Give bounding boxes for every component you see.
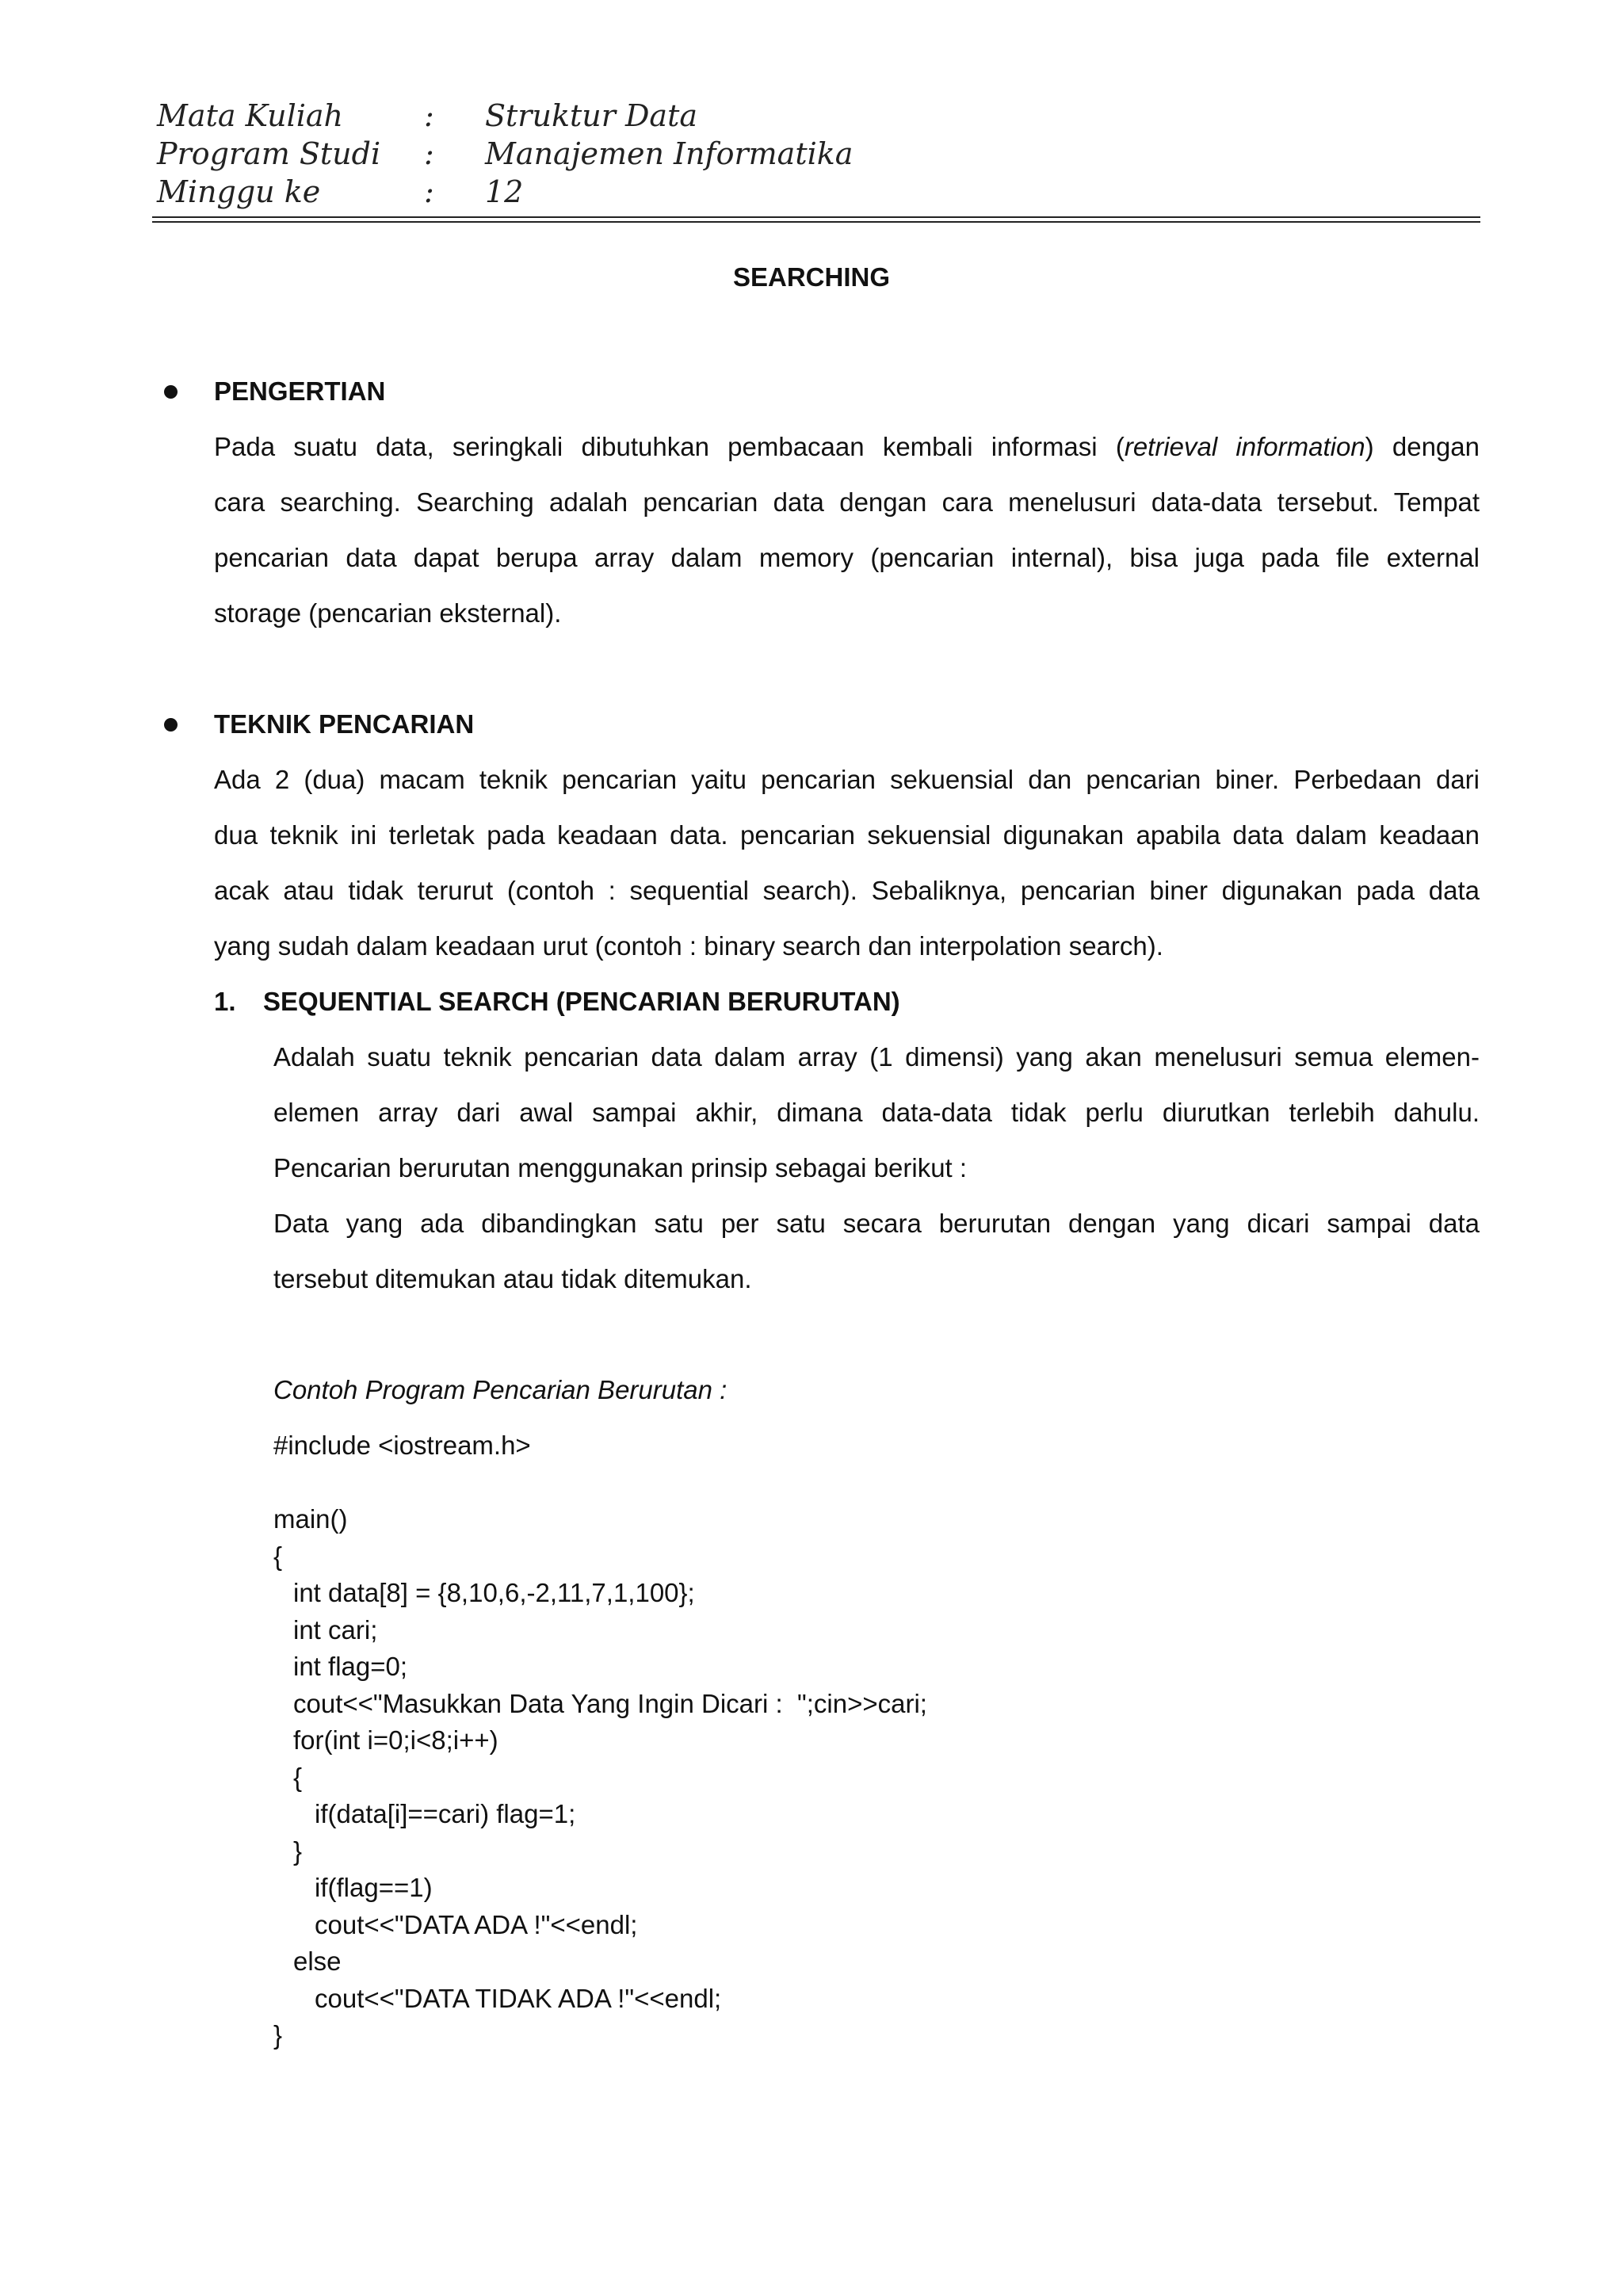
paragraph-line: elemen array dari awal sampai akhir, dimana data-data tidak perlu diurutkan terlebih dahulu. bbox=[273, 1098, 1480, 1127]
header-label: Minggu ke bbox=[157, 174, 321, 209]
page-title: SEARCHING bbox=[732, 262, 891, 292]
paragraph-line: cara searching. Searching adalah pencarian data dengan cara menelusuri data-data tersebut. Tempat bbox=[214, 487, 1480, 517]
header-label: Program Studi bbox=[157, 136, 381, 171]
paragraph-line bbox=[214, 419, 1480, 475]
code-line: { bbox=[273, 1541, 283, 1571]
section-paragraph bbox=[214, 752, 1480, 974]
paragraph-line: Pencarian berurutan menggunakan prinsip sebagai berikut : bbox=[273, 1153, 968, 1182]
header-row-course bbox=[152, 97, 1480, 135]
header-colon: : bbox=[424, 174, 434, 209]
code-line: cout<<"DATA ADA !"<<endl; bbox=[315, 1909, 638, 1939]
paragraph-line: acak atau tidak terurut (contoh : sequential search). Sebaliknya, pencarian biner digunakan pada data bbox=[214, 876, 1480, 905]
code-line: } bbox=[273, 2020, 283, 2050]
paragraph-line: tersebut ditemukan atau tidak ditemukan. bbox=[273, 1264, 752, 1293]
code-line: else bbox=[293, 1946, 342, 1976]
header-row-week bbox=[152, 173, 1480, 211]
paragraph-line: pencarian data dapat berupa array dalam memory (pencarian internal), bisa juga pada file external bbox=[214, 543, 1480, 572]
header-colon: : bbox=[424, 98, 434, 133]
code-line: if(flag==1) bbox=[315, 1873, 433, 1902]
subsection-paragraph bbox=[273, 1030, 1480, 1307]
code-line: int flag=0; bbox=[293, 1652, 408, 1681]
code-line: { bbox=[293, 1762, 303, 1792]
code-line: cout<<"Masukkan Data Yang Ingin Dicari : ";cin>>cari; bbox=[293, 1688, 927, 1718]
header-colon: : bbox=[424, 136, 434, 171]
header-label: Mata Kuliah bbox=[157, 98, 344, 133]
paragraph-text: Pada suatu data, seringkali dibutuhkan pembacaan kembali informasi ( bbox=[214, 432, 1125, 461]
header-value: 12 bbox=[485, 174, 524, 209]
code-line: cout<<"DATA TIDAK ADA !"<<endl; bbox=[315, 1983, 722, 2013]
code-line: if(data[i]==cari) flag=1; bbox=[315, 1799, 576, 1828]
code-line: main() bbox=[273, 1504, 348, 1534]
paragraph-line: storage (pencarian eksternal). bbox=[214, 598, 562, 628]
section-heading: TEKNIK PENCARIAN bbox=[214, 709, 475, 739]
section-paragraph bbox=[214, 419, 1480, 641]
code-line: int cari; bbox=[293, 1614, 378, 1645]
header-value: Struktur Data bbox=[485, 98, 698, 133]
header-divider bbox=[152, 216, 1480, 218]
bullet-icon bbox=[164, 718, 178, 732]
course-header bbox=[152, 97, 1480, 211]
section-heading: PENGERTIAN bbox=[214, 376, 386, 406]
subsection-number: 1. bbox=[214, 987, 236, 1016]
bullet-icon bbox=[164, 385, 178, 399]
paragraph-italic-term: retrieval information bbox=[1124, 432, 1365, 461]
code-block bbox=[273, 1501, 927, 2054]
paragraph-line: Data yang ada dibandingkan satu per satu secara berurutan dengan yang dicari sampai data bbox=[273, 1209, 1480, 1238]
code-include-line: #include <iostream.h> bbox=[273, 1431, 531, 1460]
subsection-heading: SEQUENTIAL SEARCH (PENCARIAN BERURUTAN) bbox=[263, 987, 900, 1016]
header-value: Manajemen Informatika bbox=[485, 136, 854, 171]
paragraph-line: Adalah suatu teknik pencarian data dalam array (1 dimensi) yang akan menelusuri semua elemen- bbox=[273, 1042, 1480, 1072]
paragraph-text: ) dengan bbox=[1365, 432, 1480, 461]
paragraph-line: yang sudah dalam keadaan urut (contoh : binary search dan interpolation search). bbox=[214, 931, 1163, 961]
header-row-program bbox=[152, 135, 1480, 173]
code-line: int data[8] = {8,10,6,-2,11,7,1,100}; bbox=[293, 1578, 695, 1607]
header-divider bbox=[152, 221, 1480, 223]
example-label: Contoh Program Pencarian Berurutan : bbox=[273, 1375, 727, 1404]
code-line: for(int i=0;i<8;i++) bbox=[293, 1725, 498, 1755]
paragraph-line: dua teknik ini terletak pada keadaan data. pencarian sekuensial digunakan apabila data dalam keadaan bbox=[214, 820, 1480, 850]
paragraph-line: Ada 2 (dua) macam teknik pencarian yaitu pencarian sekuensial dan pencarian biner. Perbedaan dari bbox=[214, 765, 1480, 794]
code-line: } bbox=[293, 1836, 303, 1866]
